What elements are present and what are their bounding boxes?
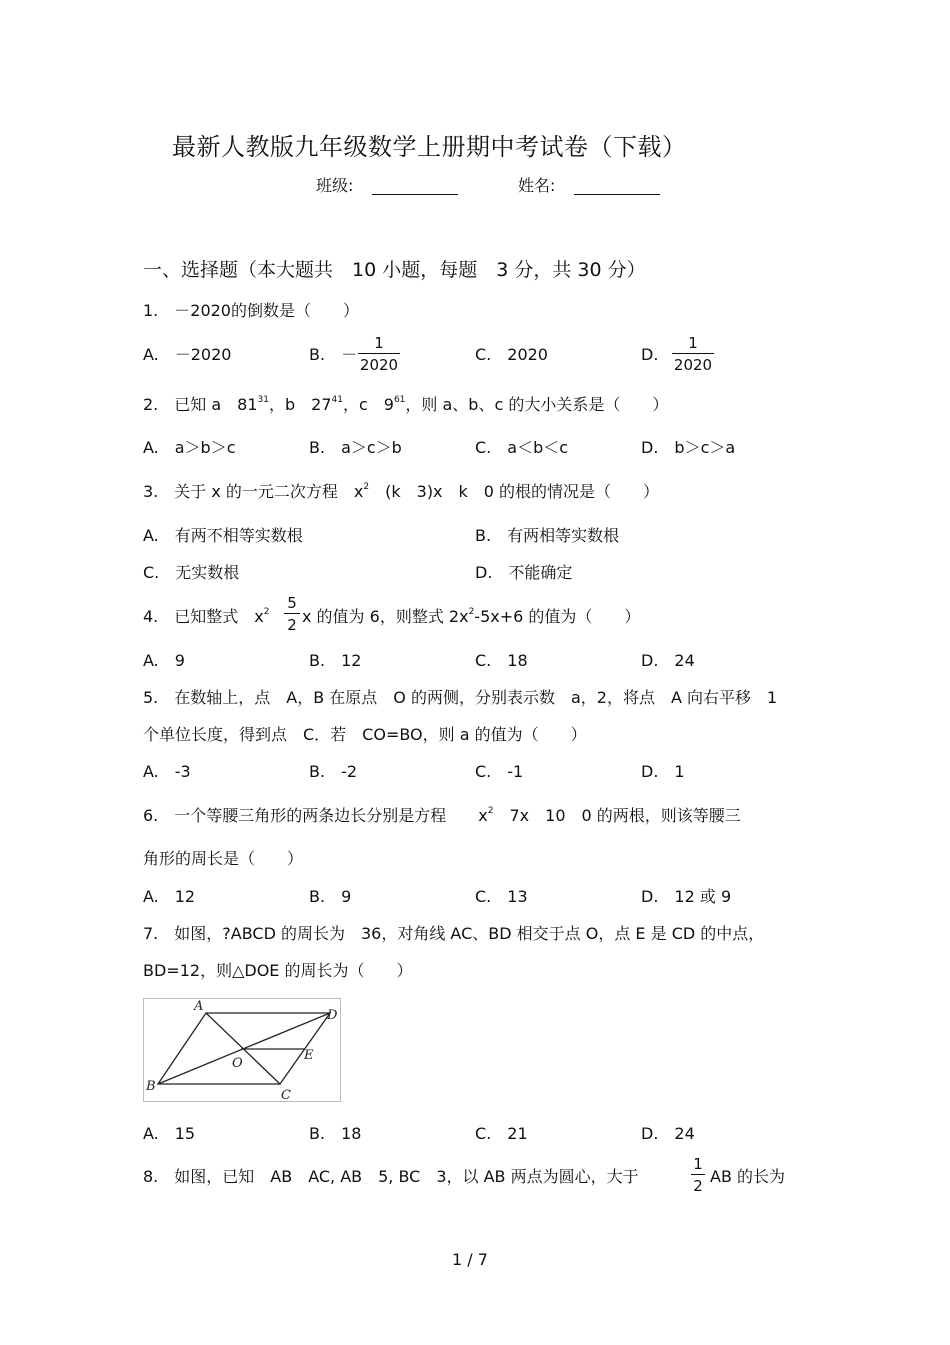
fraction-denominator: 2	[287, 616, 297, 634]
q4-stem-part: -5x+6 的值为（ ）	[474, 607, 641, 626]
q3-stem-part: 3. 关于 x 的一元二次方程 x	[143, 482, 364, 501]
q7-option-a: A. 15	[143, 1124, 196, 1143]
q1-option-d-fraction	[672, 334, 714, 374]
q6-stem-line1	[143, 806, 741, 829]
q6-option-a: A. 12	[143, 887, 196, 906]
q7-option-d: D. 24	[641, 1124, 695, 1143]
parallelogram-diagram	[144, 999, 340, 1101]
class-label: 班级:	[316, 176, 354, 195]
q1-stem: 1. －2020的倒数是（ ）	[143, 301, 359, 320]
q6-option-b: B. 9	[309, 887, 352, 906]
fraction-bar	[284, 613, 300, 614]
q2-option-a: A. a＞b＞c	[143, 438, 236, 457]
q6-stem-part: 6. 一个等腰三角形的两条边长分别是方程 x	[143, 806, 488, 825]
q2-stem-part: ，则 a、b、c 的大小关系是（ ）	[405, 395, 669, 414]
q5-option-d: D. 1	[641, 762, 685, 781]
q5-stem-line2: 个单位长度，得到点 C．若 CO=BO，则 a 的值为（ ）	[143, 725, 587, 744]
q4-option-c: C. 18	[475, 651, 528, 670]
parallelogram-figure	[143, 998, 341, 1102]
exponent: 61	[393, 395, 406, 405]
q7-stem-line2: BD=12，则△DOE 的周长为（ ）	[143, 961, 413, 980]
q2-option-c: C. a＜b＜c	[475, 438, 569, 457]
name-blank	[574, 194, 660, 195]
fraction-bar	[691, 1174, 705, 1175]
q8-stem-start: 8. 如图，已知 AB AC, AB 5, BC 3，以 AB 两点为圆心，大于	[143, 1167, 639, 1186]
q1-option-d-prefix: D.	[641, 345, 659, 364]
name-label: 姓名:	[518, 176, 556, 195]
q1-option-a: A. －2020	[143, 345, 232, 364]
label-b: B	[146, 1079, 156, 1094]
q4-option-d: D. 24	[641, 651, 695, 670]
q8-stem-end: AB 的长为	[710, 1167, 786, 1186]
q4-stem-end	[302, 607, 640, 630]
section-heading: 一、选择题（本大题共 10 小题，每题 3 分，共 30 分）	[143, 259, 646, 281]
q3-stem	[143, 482, 659, 505]
q4-stem-part: 4. 已知整式 x	[143, 607, 264, 626]
fraction-numerator: 5	[287, 594, 297, 612]
q3-stem-part: (k 3)x k 0 的根的情况是（ ）	[369, 482, 660, 501]
q6-option-d: D. 12 或 9	[641, 887, 732, 906]
q5-option-a: A. -3	[143, 762, 191, 781]
q3-option-c: C. 无实数根	[143, 563, 240, 582]
q2-option-d: D. b＞c＞a	[641, 438, 736, 457]
q2-stem	[143, 395, 668, 418]
class-blank	[372, 194, 458, 195]
q4-option-a: A. 9	[143, 651, 185, 670]
page-number: 1 / 7	[452, 1250, 488, 1269]
q6-stem-line2: 角形的周长是（ ）	[143, 849, 304, 868]
label-a: A	[194, 999, 204, 1014]
q7-option-c: C. 21	[475, 1124, 528, 1143]
exponent: 2	[487, 806, 494, 816]
fraction-denominator: 2	[693, 1177, 703, 1195]
q5-option-b: B. -2	[309, 762, 358, 781]
fraction-denominator: 2020	[359, 356, 399, 374]
q4-stem-part: x 的值为 6，则整式 2x	[302, 607, 469, 626]
fraction-denominator: 2020	[673, 356, 713, 374]
exponent: 2	[363, 482, 370, 492]
document-title: 最新人教版九年级数学上册期中考试卷（下载）	[172, 133, 687, 161]
q3-option-b: B. 有两相等实数根	[475, 526, 620, 545]
fraction-bar	[672, 353, 714, 354]
q7-option-b: B. 18	[309, 1124, 362, 1143]
q3-option-d: D. 不能确定	[475, 563, 573, 582]
q2-stem-part: ，c 9	[342, 395, 394, 414]
label-d: D	[327, 1008, 338, 1023]
q8-fraction	[691, 1155, 705, 1195]
q2-stem-part: ，b 27	[268, 395, 332, 414]
exponent: 2	[263, 607, 270, 617]
q6-option-c: C. 13	[475, 887, 528, 906]
q2-option-b: B. a＞c＞b	[309, 438, 402, 457]
q4-option-b: B. 12	[309, 651, 362, 670]
q2-stem-part: 2. 已知 a 81	[143, 395, 258, 414]
q6-stem-part: 7x 10 0 的两根，则该等腰三	[493, 806, 741, 825]
q1-option-c: C. 2020	[475, 345, 548, 364]
q4-fraction	[284, 594, 300, 634]
q1-option-b-prefix: B. －	[309, 345, 358, 364]
q5-option-c: C. -1	[475, 762, 524, 781]
exponent: 31	[257, 395, 269, 405]
fraction-numerator: 1	[688, 334, 698, 352]
q7-stem-line1: 7. 如图，?ABCD 的周长为 36，对角线 AC、BD 相交于点 O，点 E 是 CD 的中点，	[143, 924, 765, 943]
fraction-numerator: 1	[374, 334, 384, 352]
exponent: 41	[331, 395, 343, 405]
label-o: O	[232, 1056, 243, 1071]
exponent: 2	[468, 607, 475, 617]
q3-option-a: A. 有两不相等实数根	[143, 526, 303, 545]
q5-stem-line1: 5. 在数轴上，点 A，B 在原点 O 的两侧，分别表示数 a，2，将点 A 向右平移 1	[143, 688, 778, 707]
fraction-numerator: 1	[693, 1155, 703, 1173]
label-e: E	[304, 1048, 314, 1063]
q4-stem-start	[143, 607, 269, 630]
q1-option-b-fraction	[358, 334, 400, 374]
label-c: C	[281, 1088, 291, 1101]
fraction-bar	[358, 353, 400, 354]
